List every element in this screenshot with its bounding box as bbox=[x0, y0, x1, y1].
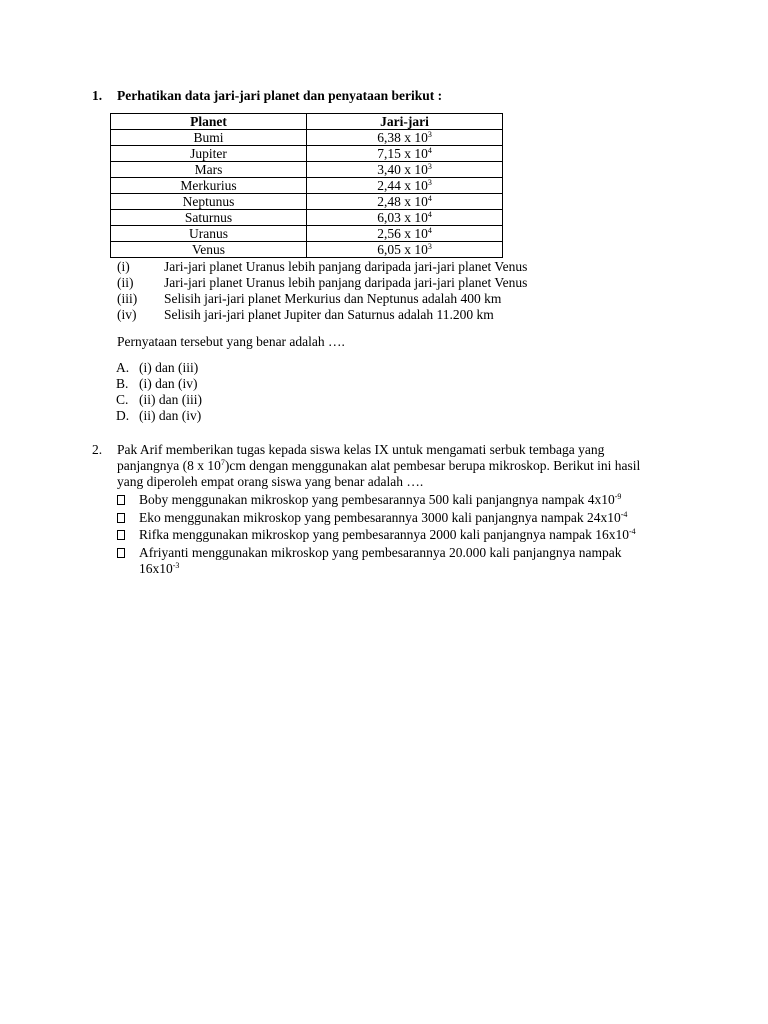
statement-number: (ii) bbox=[117, 275, 134, 290]
planet-cell: Mars bbox=[111, 162, 307, 178]
column-header-radius: Jari-jari bbox=[307, 114, 503, 130]
list-item bbox=[117, 510, 628, 526]
item-text: Eko menggunakan mikroskop yang pembesarannya 3000 kali panjangnya nampak $24x10^{-4}$ bbox=[139, 510, 628, 525]
statement-number: (iv) bbox=[117, 307, 137, 322]
option-c bbox=[116, 392, 202, 408]
planet-cell: Jupiter bbox=[111, 146, 307, 162]
planet-cell: Merkurius bbox=[111, 178, 307, 194]
statement-number: (iii) bbox=[117, 291, 138, 306]
planet-cell: Saturnus bbox=[111, 210, 307, 226]
option-text: (i) dan (iii) bbox=[139, 360, 199, 375]
question-1-title: Perhatikan data jari-jari planet dan penyataan berikut : bbox=[117, 88, 443, 103]
list-item bbox=[117, 527, 636, 543]
statement-text: Jari-jari planet Uranus lebih panjang daripada jari-jari planet Venus bbox=[164, 275, 528, 290]
statement-text: Selisih jari-jari planet Merkurius dan Neptunus adalah 400 km bbox=[164, 291, 502, 306]
radius-cell: 6,03 x $10^4$ bbox=[307, 210, 503, 226]
checkbox-icon bbox=[117, 548, 125, 558]
table-row bbox=[111, 210, 503, 226]
table-row bbox=[111, 242, 503, 258]
table-row bbox=[111, 130, 503, 146]
checkbox-icon bbox=[117, 530, 125, 540]
checkbox-icon bbox=[117, 495, 125, 505]
planet-cell: Venus bbox=[111, 242, 307, 258]
option-a bbox=[116, 360, 199, 376]
statement-text: Selisih jari-jari planet Jupiter dan Saturnus adalah 11.200 km bbox=[164, 307, 494, 322]
planet-cell: Uranus bbox=[111, 226, 307, 242]
radius-cell: 6,05 x $10^3$ bbox=[307, 242, 503, 258]
question-2-line-1: Pak Arif memberikan tugas kepada siswa kelas IX untuk mengamati serbuk tembaga yang bbox=[117, 442, 605, 457]
question-1-prompt: Pernyataan tersebut yang benar adalah …. bbox=[117, 334, 345, 349]
item-text: Afriyanti menggunakan mikroskop yang pembesarannya 20.000 kali panjangnya nampak bbox=[139, 545, 622, 560]
radius-cell: 3,40 x $10^3$ bbox=[307, 162, 503, 178]
radius-cell: 6,38 x $10^3$ bbox=[307, 130, 503, 146]
radius-cell: 2,56 x $10^4$ bbox=[307, 226, 503, 242]
table-row bbox=[111, 194, 503, 210]
question-2-line-2: panjangnya (8 x $10^7)cm$ dengan menggunakan alat pembesar berupa mikroskop. Berikut ini hasil bbox=[117, 458, 641, 473]
table-row bbox=[111, 162, 503, 178]
table-row bbox=[111, 146, 503, 162]
question-2-number: 2. bbox=[92, 442, 103, 457]
item-text: Boby menggunakan mikroskop yang pembesarannya 500 kali panjangnya nampak $4x10^{-9}$ bbox=[139, 492, 622, 507]
option-text: (i) dan (iv) bbox=[139, 376, 198, 391]
question-2-line-3: yang diperoleh empat orang siswa yang benar adalah …. bbox=[117, 474, 424, 489]
planet-cell: Neptunus bbox=[111, 194, 307, 210]
list-item bbox=[117, 492, 622, 508]
statement-list bbox=[117, 259, 617, 323]
option-b bbox=[116, 376, 198, 392]
statement-text: Jari-jari planet Uranus lebih panjang daripada jari-jari planet Venus bbox=[164, 259, 528, 274]
table-row bbox=[111, 226, 503, 242]
checkbox-icon bbox=[117, 513, 125, 523]
radius-cell: 2,44 x $10^3$ bbox=[307, 178, 503, 194]
item-continuation: $16x10^{-3}$ bbox=[139, 561, 180, 576]
option-d bbox=[116, 408, 202, 424]
option-letter: A. bbox=[116, 360, 130, 375]
planet-radius-table bbox=[110, 113, 503, 258]
option-letter: D. bbox=[116, 408, 130, 423]
item-text: Rifka menggunakan mikroskop yang pembesarannya 2000 kali panjangnya nampak $16x10^{-4}$ bbox=[139, 527, 636, 542]
option-text: (ii) dan (iii) bbox=[139, 392, 202, 407]
table-row bbox=[111, 178, 503, 194]
radius-cell: 7,15 x $10^4$ bbox=[307, 146, 503, 162]
list-item bbox=[117, 545, 622, 561]
planet-cell: Bumi bbox=[111, 130, 307, 146]
option-letter: C. bbox=[116, 392, 129, 407]
question-1-number: 1. bbox=[92, 88, 103, 103]
column-header-planet: Planet bbox=[111, 114, 307, 130]
option-text: (ii) dan (iv) bbox=[139, 408, 202, 423]
option-letter: B. bbox=[116, 376, 129, 391]
radius-cell: 2,48 x $10^4$ bbox=[307, 194, 503, 210]
statement-number: (i) bbox=[117, 259, 130, 274]
table-header-row bbox=[111, 114, 503, 130]
